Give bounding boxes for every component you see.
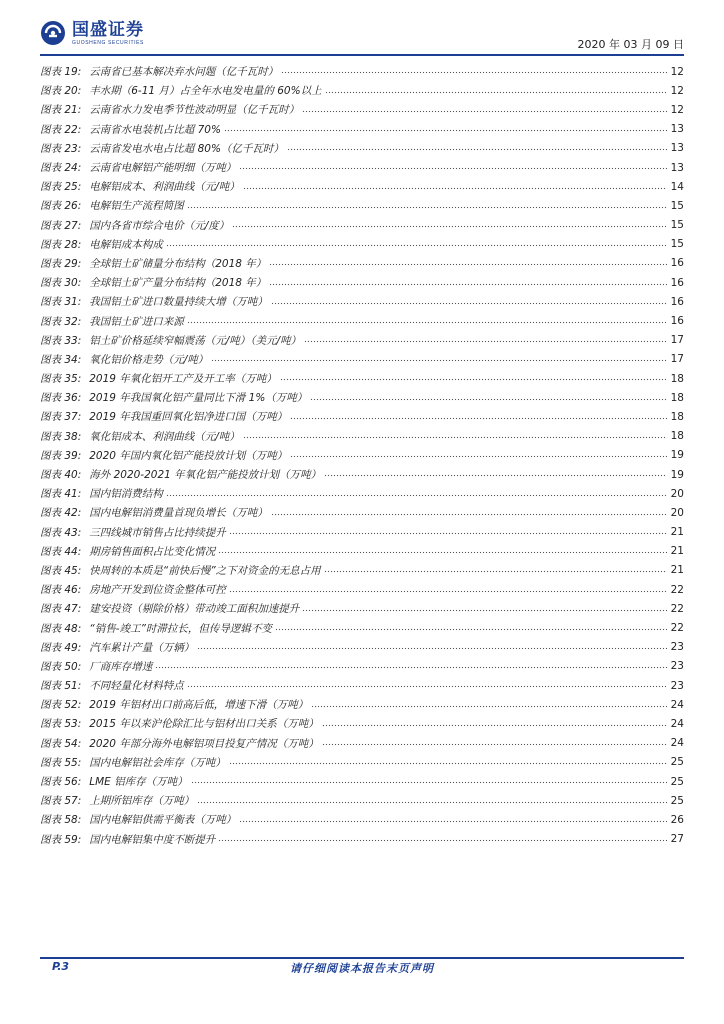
dot-leader [243,431,667,441]
figure-title: 房地产开发到位资金整体可控 [89,584,226,597]
page-ref: 20 [670,487,684,500]
page-ref: 13 [670,123,684,136]
page-ref: 23 [670,679,684,692]
figure-title: 云南省电解铝产能明细（万吨） [89,162,237,175]
figure-label: 图表 33: [40,334,82,347]
page-ref: 14 [670,180,684,193]
page-ref: 19 [670,468,684,481]
dot-leader [325,86,667,96]
dot-leader [191,777,667,787]
page-ref: 15 [670,238,684,251]
page-ref: 17 [670,353,684,366]
page-ref: 12 [670,65,684,78]
figure-label: 图表 32: [40,315,82,328]
figure-title: 汽车累计产量（万辆） [89,641,195,654]
figure-title: 国内电解铝集中度不断提升 [89,833,216,846]
figure-title: 我国铝土矿进口数量持续大增（万吨） [89,296,268,309]
toc-entry[interactable] [40,139,684,158]
page-ref: 12 [670,84,684,97]
figure-title: 厂商库存增速 [89,660,153,673]
toc-entry[interactable] [40,427,684,446]
page-ref: 16 [670,295,684,308]
dot-leader [166,489,667,499]
figure-label: 图表 45: [40,564,82,577]
toc-entry[interactable] [40,580,684,599]
figure-label: 图表 42: [40,507,82,520]
figure-label: 图表 59: [40,833,82,846]
toc-entry[interactable] [40,81,684,100]
page-ref: 25 [670,794,684,807]
page-ref: 22 [670,622,684,635]
toc-entry[interactable] [40,100,684,119]
page-ref: 19 [670,449,684,462]
toc-entry[interactable] [40,561,684,580]
dot-leader [290,412,667,422]
figure-title: 丰水期（6-11 月）占全年水电发电量的 60%以上 [89,85,322,98]
dot-leader [229,527,667,537]
dot-leader [324,565,667,575]
figure-index [40,62,684,849]
page-ref: 22 [670,583,684,596]
page-ref: 16 [670,257,684,270]
dot-leader [239,163,667,173]
dot-leader [211,354,667,364]
toc-entry[interactable] [40,216,684,235]
figure-label: 图表 49: [40,641,82,654]
dot-leader [218,834,667,844]
figure-title: 国内铝消费结构 [89,488,163,501]
dot-leader [243,182,667,192]
dot-leader [239,815,667,825]
toc-entry[interactable] [40,235,684,254]
figure-label: 图表 28: [40,238,82,251]
logo-icon [40,20,66,46]
toc-entry[interactable] [40,657,684,676]
page-header [40,20,684,56]
toc-entry[interactable] [40,676,684,695]
figure-title: 云南省水电装机占比超 70% [89,123,221,136]
figure-title: 电解铝成本、利润曲线（元/吨） [89,181,240,194]
figure-label: 图表 21: [40,104,82,117]
logo-chinese-name: 国盛证券 [72,20,144,40]
figure-title: 不同轻量化材料特点 [89,680,184,693]
dot-leader [166,239,667,249]
figure-title: “销售-竣工”时滞拉长，但传导逻辑不变 [89,622,272,635]
figure-label: 图表 36: [40,392,82,405]
figure-title: 2019 年我国重回氧化铝净进口国（万吨） [89,411,288,424]
page-ref: 23 [670,660,684,673]
dot-leader [224,124,667,134]
footer-divider [40,957,684,959]
figure-label: 图表 41: [40,488,82,501]
page-ref: 21 [670,545,684,558]
figure-label: 图表 27: [40,219,82,232]
dot-leader [322,738,667,748]
figure-label: 图表 55: [40,756,82,769]
header-divider [40,54,684,56]
figure-label: 图表 23: [40,142,82,155]
figure-label: 图表 29: [40,257,82,270]
dot-leader [197,642,667,652]
page-ref: 27 [670,833,684,846]
figure-title: 国内电解铝供需平衡表（万吨） [89,814,237,827]
figure-title: 全球铝土矿储量分布结构（2018 年） [89,257,267,270]
company-logo [40,20,144,52]
toc-entry[interactable] [40,503,684,522]
toc-entry[interactable] [40,618,684,637]
page-ref: 21 [670,564,684,577]
dot-leader [322,719,667,729]
page-ref: 13 [670,142,684,155]
page-ref: 13 [670,161,684,174]
toc-entry[interactable] [40,772,684,791]
toc-entry[interactable] [40,542,684,561]
page-ref: 24 [670,698,684,711]
dot-leader [287,143,667,153]
dot-leader [280,374,667,384]
figure-label: 图表 46: [40,584,82,597]
dot-leader [187,201,667,211]
toc-entry[interactable] [40,369,684,388]
dot-leader [187,681,667,691]
figure-label: 图表 40: [40,469,82,482]
toc-entry[interactable] [40,484,684,503]
dot-leader [197,796,667,806]
toc-entry[interactable] [40,292,684,311]
dot-leader [324,470,667,480]
figure-title: 建安投资（剔除价格）带动竣工面积加速提升 [89,603,300,616]
toc-entry[interactable] [40,388,684,407]
page-ref: 21 [670,526,684,539]
figure-title: 上期所铝库存（万吨） [89,795,195,808]
toc-entry[interactable] [40,196,684,215]
toc-entry[interactable] [40,350,684,369]
page-ref: 12 [670,103,684,116]
figure-label: 图表 38: [40,430,82,443]
toc-entry[interactable] [40,177,684,196]
dot-leader [304,335,667,345]
figure-title: 云南省发电水电占比超 80%（亿千瓦时） [89,142,284,155]
figure-title: LME 铝库存（万吨） [89,776,188,789]
page-ref: 18 [670,410,684,423]
figure-label: 图表 34: [40,353,82,366]
dot-leader [229,757,667,767]
figure-title: 2019 年氧化铝开工产及开工率（万吨） [89,373,277,386]
dot-leader [302,604,667,614]
page-ref: 24 [670,737,684,750]
figure-label: 图表 50: [40,660,82,673]
dot-leader [218,546,667,556]
toc-entry[interactable] [40,158,684,177]
toc-entry[interactable] [40,273,684,292]
figure-title: 2015 年以来沪伦除汇比与铝材出口关系（万吨） [89,718,319,731]
dot-leader [229,585,667,595]
toc-entry[interactable] [40,465,684,484]
figure-title: 2019 年我国氧化铝产量同比下滑 1%（万吨） [89,392,308,405]
toc-entry[interactable] [40,753,684,772]
page-ref: 18 [670,430,684,443]
figure-title: 铝土矿价格延续窄幅震荡（元/吨）（美元/吨） [89,334,302,347]
toc-entry[interactable] [40,695,684,714]
toc-entry[interactable] [40,446,684,465]
figure-label: 图表 44: [40,545,82,558]
logo-english-name: GUOSHENG SECURITIES [72,40,144,46]
page-ref: 18 [670,391,684,404]
figure-label: 图表 56: [40,776,82,789]
dot-leader [232,220,667,230]
toc-entry[interactable] [40,331,684,350]
dot-leader [155,661,667,671]
toc-entry[interactable] [40,791,684,810]
page-ref: 24 [670,717,684,730]
page-ref: 16 [670,315,684,328]
figure-label: 图表 26: [40,200,82,213]
figure-title: 国内各省市综合电价（元/度） [89,219,230,232]
figure-title: 快周转的本质是“前快后慢”之下对资金的无息占用 [89,564,321,577]
toc-entry[interactable] [40,311,684,330]
page-ref: 22 [670,602,684,615]
figure-title: 我国铝土矿进口来源 [89,315,184,328]
figure-title: 2020 年部分海外电解铝项目投复产情况（万吨） [89,737,319,750]
page-ref: 17 [670,334,684,347]
figure-title: 云南省已基本解决弃水问题（亿千瓦时） [89,66,279,79]
figure-label: 图表 35: [40,373,82,386]
dot-leader [271,508,667,518]
page-ref: 26 [670,813,684,826]
figure-title: 氧化铝价格走势（元/吨） [89,353,209,366]
figure-label: 图表 25: [40,181,82,194]
page-ref: 18 [670,372,684,385]
figure-title: 三四线城市销售占比持续提升 [89,526,226,539]
figure-label: 图表 30: [40,277,82,290]
figure-label: 图表 48: [40,622,82,635]
figure-label: 图表 58: [40,814,82,827]
figure-title: 海外 2020-2021 年氧化铝产能投放计划（万吨） [89,469,322,482]
figure-title: 期房销售面积占比变化情况 [89,545,216,558]
page-ref: 15 [670,219,684,232]
figure-label: 图表 39: [40,449,82,462]
figure-label: 图表 57: [40,795,82,808]
figure-title: 电解铝生产流程简图 [89,200,184,213]
figure-label: 图表 22: [40,123,82,136]
figure-title: 电解铝成本构成 [89,238,163,251]
page-ref: 20 [670,506,684,519]
dot-leader [311,700,667,710]
dot-leader [271,297,667,307]
page-ref: 25 [670,775,684,788]
figure-label: 图表 19: [40,66,82,79]
page-ref: 15 [670,199,684,212]
page-ref: 25 [670,756,684,769]
report-date: 2020 年 03 月 09 日 [577,38,684,51]
dot-leader [290,450,667,460]
dot-leader [302,105,667,115]
page-number: P.3 [52,960,70,973]
dot-leader [269,258,667,268]
toc-entry[interactable] [40,120,684,139]
figure-title: 氧化铝成本、利润曲线（元/吨） [89,430,240,443]
toc-entry[interactable] [40,254,684,273]
toc-entry[interactable] [40,523,684,542]
figure-title: 全球铝土矿产量分布结构（2018 年） [89,277,267,290]
toc-entry[interactable] [40,810,684,829]
toc-entry[interactable] [40,638,684,657]
figure-label: 图表 52: [40,699,82,712]
figure-title: 2020 年国内氧化铝产能投放计划（万吨） [89,449,288,462]
figure-title: 国内电解铝社会库存（万吨） [89,756,226,769]
disclaimer-note: 请仔细阅读本报告末页声明 [290,962,434,975]
toc-entry[interactable] [40,734,684,753]
figure-title: 国内电解铝消费量首现负增长（万吨） [89,507,268,520]
dot-leader [310,393,667,403]
figure-label: 图表 53: [40,718,82,731]
toc-entry[interactable] [40,62,684,81]
toc-entry[interactable] [40,714,684,733]
figure-label: 图表 20: [40,85,82,98]
figure-label: 图表 37: [40,411,82,424]
figure-title: 2019 年铝材出口前高后低，增速下滑（万吨） [89,699,309,712]
toc-entry[interactable] [40,407,684,426]
figure-title: 云南省水力发电季节性波动明显（亿千瓦时） [89,104,300,117]
figure-label: 图表 31: [40,296,82,309]
figure-label: 图表 43: [40,526,82,539]
dot-leader [281,67,667,77]
figure-label: 图表 54: [40,737,82,750]
toc-entry[interactable] [40,599,684,618]
toc-entry[interactable] [40,830,684,849]
figure-label: 图表 24: [40,162,82,175]
page-ref: 16 [670,276,684,289]
page-ref: 23 [670,641,684,654]
dot-leader [187,316,667,326]
figure-label: 图表 47: [40,603,82,616]
dot-leader [275,623,667,633]
figure-label: 图表 51: [40,680,82,693]
dot-leader [269,278,667,288]
